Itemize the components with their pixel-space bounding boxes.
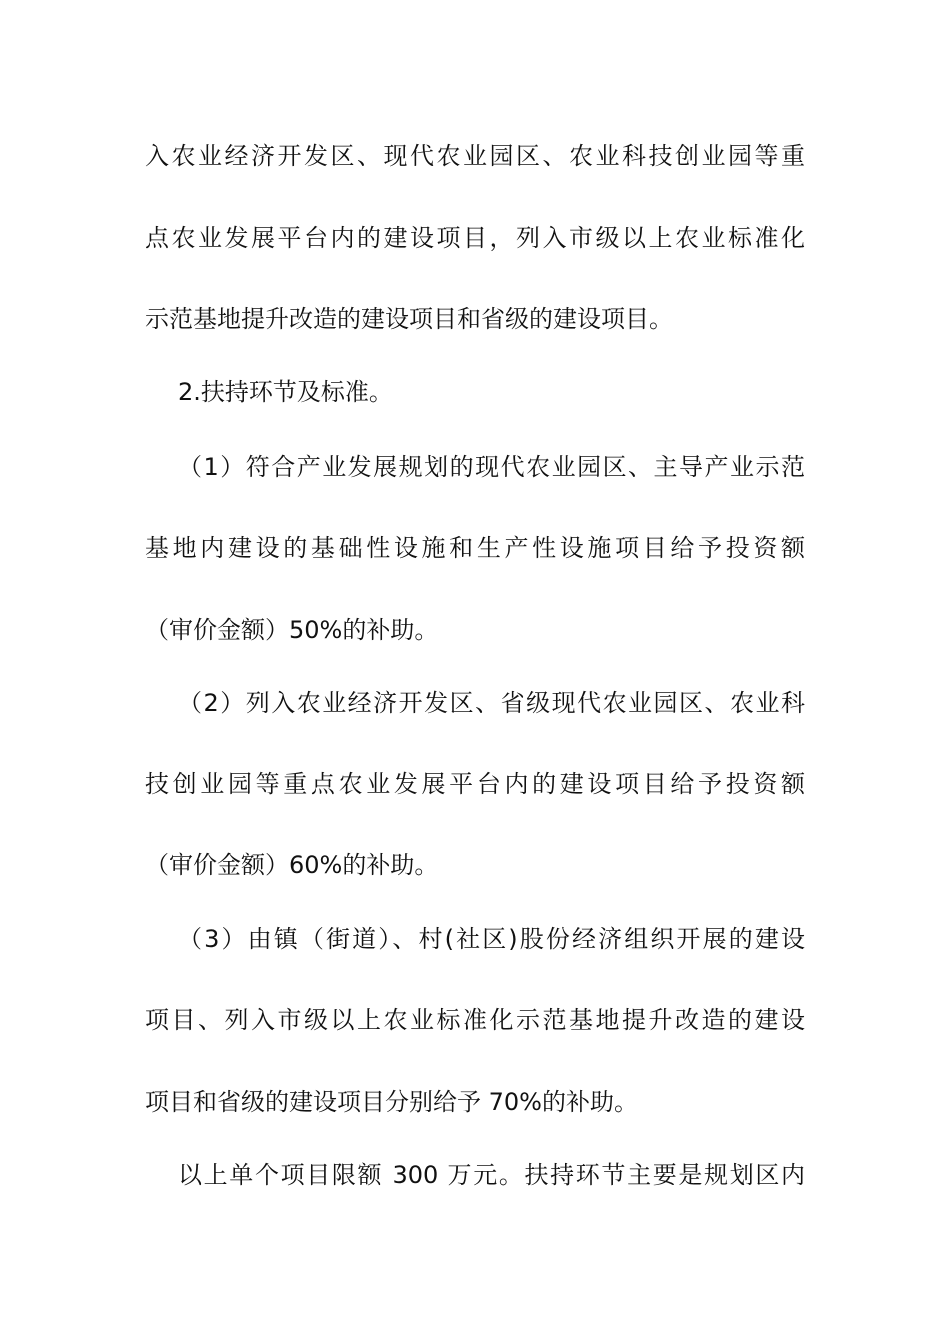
- item-1-line-1: （1）符合产业发展规划的现代农业园区、主导产业示范: [178, 453, 805, 481]
- body-line-1: 入农业经济开发区、现代农业园区、农业科技创业园等重: [145, 142, 805, 170]
- limit-paragraph-line-1: 以上单个项目限额 300 万元。扶持环节主要是规划区内: [178, 1161, 805, 1189]
- item-1-line-3: （审价金额）50%的补助。: [145, 616, 439, 644]
- item-2-line-3: （审价金额）60%的补助。: [145, 851, 439, 879]
- item-3-line-3: 项目和省级的建设项目分别给予 70%的补助。: [145, 1088, 638, 1116]
- body-line-2: 点农业发展平台内的建设项目，列入市级以上农业标准化: [145, 224, 805, 252]
- section-heading-2: 2.扶持环节及标准。: [178, 378, 393, 406]
- item-1-line-2: 基地内建设的基础性设施和生产性设施项目给予投资额: [145, 534, 805, 562]
- item-2-line-1: （2）列入农业经济开发区、省级现代农业园区、农业科: [178, 689, 805, 717]
- body-line-3: 示范基地提升改造的建设项目和省级的建设项目。: [145, 305, 673, 333]
- item-3-line-1: （3）由镇（街道）、村(社区)股份经济组织开展的建设: [178, 925, 805, 953]
- item-3-line-2: 项目、列入市级以上农业标准化示范基地提升改造的建设: [145, 1006, 805, 1034]
- item-2-line-2: 技创业园等重点农业发展平台内的建设项目给予投资额: [145, 770, 805, 798]
